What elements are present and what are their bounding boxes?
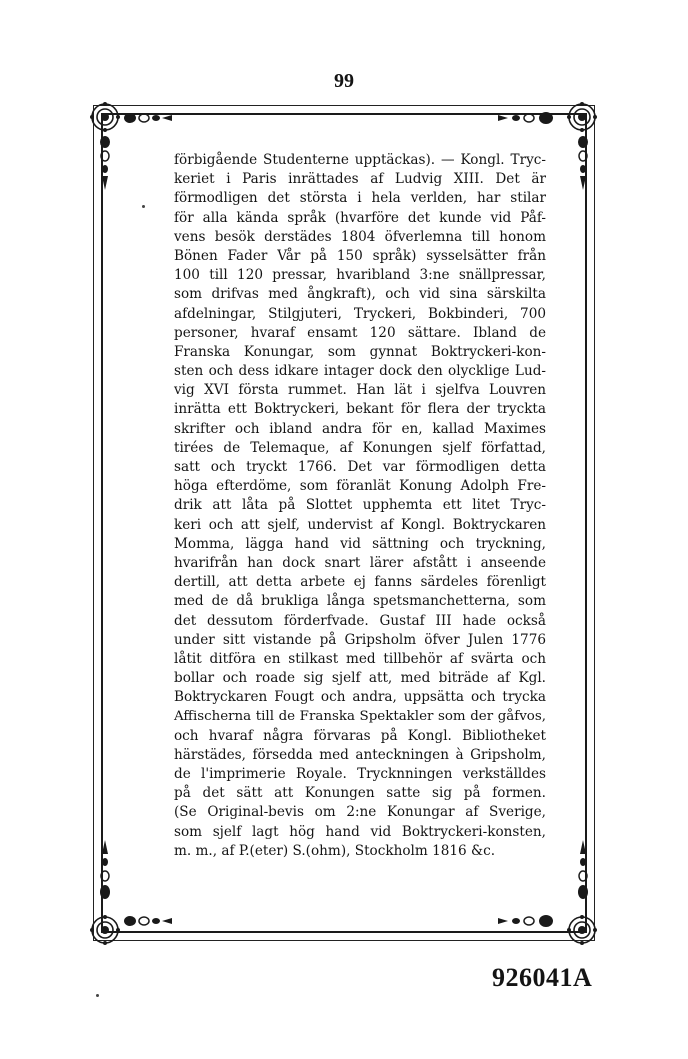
text-line: det dessutom förderfvade. Gustaf III hade också: [174, 612, 546, 629]
body-text: [174, 151, 546, 861]
text-line: skrifter och ibland andra för en, kallad Maximes: [174, 420, 546, 437]
border-ornament-icon: [496, 913, 558, 929]
border-ornament-icon: [575, 134, 591, 192]
text-line: under sitt vistande på Gripsholm öfver Julen 1776: [174, 631, 546, 648]
text-line: Momma, lägga hand vid sättning och tryckning,: [174, 535, 546, 552]
corner-rosette-icon: [88, 100, 122, 134]
text-line: keri och att sjelf, undervist af Kongl. Boktryckaren: [174, 516, 546, 533]
text-line: Affischerna till de Franska Spektakler som der gåfvos,: [174, 709, 546, 725]
speck-mark: [96, 994, 99, 997]
text-line: som sjelf lagt hög hand vid Boktryckeri-konsten,: [174, 823, 546, 840]
text-line: som drifvas med ångkraft), och vid sina särskilta: [174, 286, 546, 303]
text-line: sten och dess idkare intager dock den olycklige Lud-: [174, 363, 546, 380]
corner-rosette-icon: [88, 913, 122, 947]
text-line: hvarifrån han dock snart lärer afstått i anseende: [174, 554, 546, 571]
text-line: keriet i Paris inrättades af Ludvig XIII. Det är: [174, 171, 546, 188]
text-line: Bönen Fader Vår på 150 språk) sysselsätter från: [174, 247, 546, 264]
text-line: (Se Original-bevis om 2:ne Konungar af Sverige,: [174, 804, 546, 821]
text-line: vens besök derstädes 1804 öfverlemna till honom: [174, 228, 546, 245]
catalog-stamp: 926041A: [492, 963, 593, 992]
text-line: inrätta ett Boktryckeri, bekant för flera der tryckta: [174, 401, 546, 418]
text-line: låtit ditföra en stilkast med tillbehör af svärta och: [174, 650, 546, 667]
text-line: m. m., af P.(eter) S.(ohm), Stockholm 1816 &c.: [174, 842, 496, 859]
border-ornament-icon: [575, 840, 591, 910]
text-line: höga efterdöme, som föranlät Konung Adolph Fre-: [174, 478, 546, 495]
text-line: på det sätt att Konungen satte sig på formen.: [174, 785, 546, 802]
speck-mark: [142, 205, 145, 208]
border-ornament-icon: [97, 134, 113, 192]
text-line: dertill, att detta arbete ej fanns särdeles förenligt: [174, 574, 546, 591]
text-line: drik att låta på Slottet upphemta ett litet Tryc-: [174, 497, 546, 514]
text-line: bollar och roade sig sjelf att, med biträde af Kgl.: [174, 670, 546, 687]
corner-rosette-icon: [565, 100, 599, 134]
text-line: 100 till 120 pressar, hvaribland 3:ne snällpressar,: [174, 267, 546, 284]
text-line: Franska Konungar, som gynnat Boktryckeri-kon-: [174, 343, 546, 360]
text-line: för alla kända språk (hvarföre det kunde vid Påf-: [174, 209, 546, 226]
text-line: härstädes, försedda med anteckningen à Gripsholm,: [174, 746, 546, 763]
border-ornament-icon: [122, 110, 174, 126]
text-line: satt och tryckt 1766. Det var förmodligen detta: [174, 459, 546, 475]
page-number: 99: [334, 70, 354, 92]
corner-rosette-icon: [565, 913, 599, 947]
border-ornament-icon: [122, 913, 174, 929]
text-line: tirées de Telemaque, af Konungen sjelf författad,: [174, 439, 546, 456]
text-line: förmodligen det största i hela verlden, har stilar: [174, 190, 546, 207]
text-line: med de då brukliga långa spetsmanchetterna, som: [174, 593, 546, 610]
text-line: förbigående Studenterne upptäckas). — Kongl. Tryc-: [174, 152, 546, 168]
text-line: de l'imprimerie Royale. Trycknningen verkställdes: [174, 766, 546, 782]
text-line: Boktryckaren Fougt och andra, uppsätta och trycka: [174, 689, 546, 706]
text-line: afdelningar, Stilgjuteri, Tryckeri, Bokbinderi, 700: [174, 305, 546, 322]
border-ornament-icon: [97, 840, 113, 910]
text-line: och hvaraf några förvaras på Kongl. Bibliotheket: [174, 727, 546, 744]
text-line: personer, hvaraf ensamt 120 sättare. Ibland de: [174, 324, 546, 341]
text-line: vig XVI första rummet. Han lät i sjelfva Louvren: [174, 382, 546, 399]
border-ornament-icon: [496, 110, 558, 126]
